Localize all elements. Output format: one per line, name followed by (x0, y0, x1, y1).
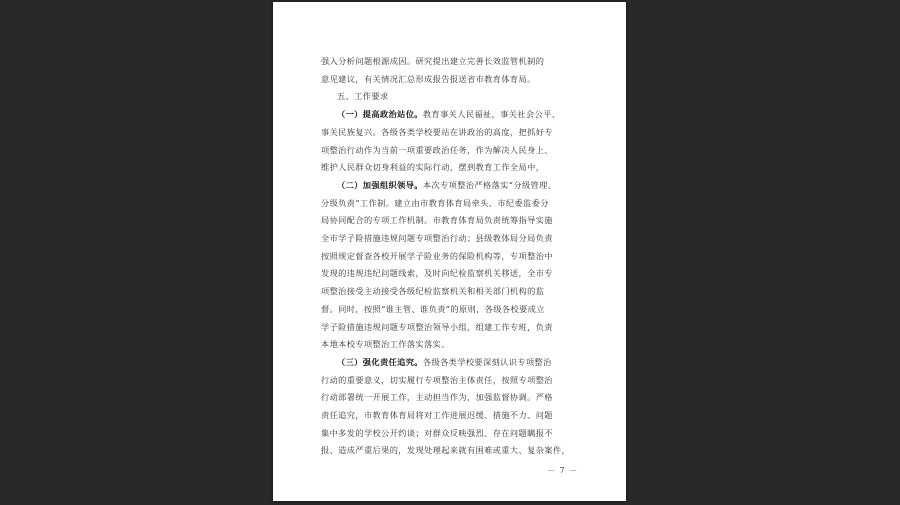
text-line: 本地本校专项整治工作落实落实。 (321, 339, 450, 350)
text-line: 行动的重要意义，切实履行专项整治主体责任，按照专项整治 (321, 374, 553, 385)
text-line: 发现的违规违纪问题线索，及时向纪检监察机关移送，全市专 (321, 268, 553, 279)
text-line: 报、造成严重后果的，发现处理起来就有困难或重大、复杂案件， (321, 445, 571, 456)
text-line: 项整治接受主动接受各级纪检监察机关和相关部门机构的监 (321, 286, 545, 297)
text-line: 全市学子险措施违规问题专项整治行动；县级教体局分局负责 (321, 233, 553, 244)
subsection-title: （二）加强组织领导。 (337, 179, 423, 190)
text-line: 项整治行动作为当前一项重要政治任务，作为解决人民身上、 (321, 144, 553, 155)
subsection-title: （一）提高政治站位。 (337, 109, 423, 120)
page-number: － 7 － (547, 466, 579, 475)
text-line: 责任追究，市教育体育局将对工作进展迟缓、措施不力、问题 (321, 410, 553, 421)
text-line (321, 106, 583, 124)
text-line: 按照规定督查各校开展学子险业务的保险机构等，专项整治中 (321, 250, 553, 261)
text-line: 行动部署统一开展工作，主动担当作为，加强监督协调。严格 (321, 392, 553, 403)
text-line (321, 354, 583, 372)
text-line-rest: 教育事关人民福祉，事关社会公平、 (422, 109, 561, 120)
text-line: 事关民族复兴。各级各类学校要站在讲政治的高度，把抓好专 (321, 126, 553, 137)
text-line: 强入分析问题根源成因。研究提出建立完善长效监管机制的 (321, 56, 545, 66)
page-body-text (321, 53, 583, 460)
text-line: 学子险措施违规问题专项整治领导小组，组建工作专班，负责 (321, 321, 553, 332)
text-line: 意见建议，有关情况汇总形成报告报送省市教育体育局。 (321, 73, 536, 84)
text-line-rest: 本次专项整治严格落实“分级管理、 (422, 179, 557, 190)
document-page (273, 2, 626, 501)
section-heading: 五、工作要求 (337, 91, 389, 102)
subsection-title: （三）强化责任追究。 (337, 356, 423, 367)
text-line: 维护人民群众切身利益的实际行动，摆到教育工作全局中， (321, 162, 545, 173)
text-line: 集中多发的学校公开约谈；对群众反映强烈、存在问题瞒报不 (321, 427, 553, 438)
text-line: 分级负责”工作制。建立由市教育体育局牵头、市纪委监委分 (321, 197, 549, 208)
text-line: 局协同配合的专项工作机制。市教育体育局负责统筹指导实施 (321, 215, 553, 226)
text-line (321, 177, 583, 195)
text-line: 督。同时，按照“谁主管、谁负责”的原则，各级各校要成立 (321, 303, 545, 314)
text-line-rest: 各级各类学校要深刻认识专项整治 (422, 356, 552, 367)
